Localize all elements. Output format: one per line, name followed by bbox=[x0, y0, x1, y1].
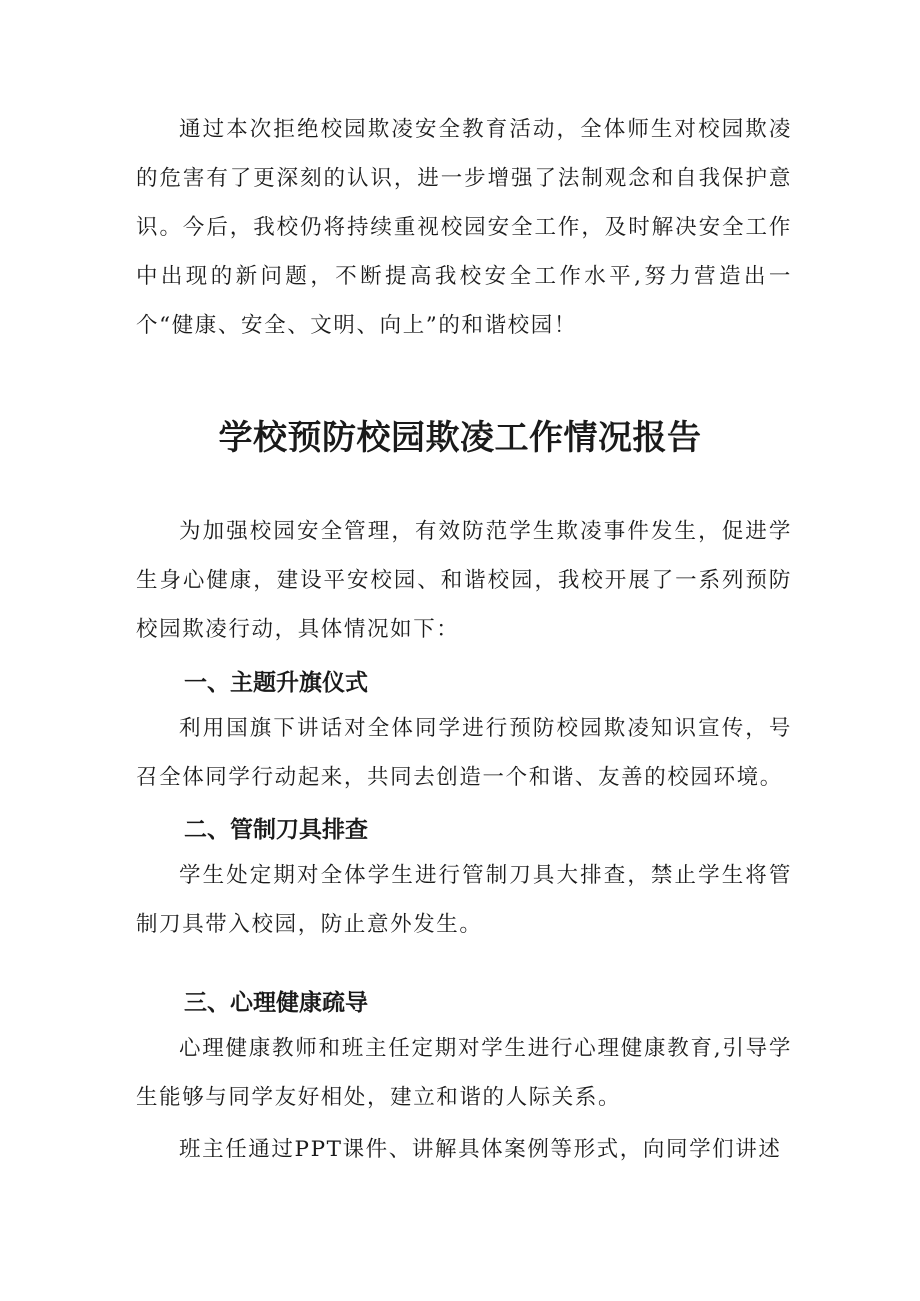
section-paragraph-mental-health: 心理健康教师和班主任定期对学生进行心理健康教育,引导学生能够与同学友好相处，建立和谐的人际关系。 bbox=[136, 1036, 792, 1110]
section-paragraph-flag-ceremony: 利用国旗下讲话对全体同学进行预防校园欺凌知识宣传，号召全体同学行动起来，共同去创造一个和谐、友善的校园环境。 bbox=[136, 716, 792, 790]
section-heading-knife-inspection: 二、管制刀具排查 bbox=[184, 817, 368, 843]
section-heading-flag-ceremony: 一、主题升旗仪式 bbox=[184, 670, 368, 696]
opening-paragraph: 为加强校园安全管理，有效防范学生欺凌事件发生，促进学生身心健康，建设平安校园、和谐校园，我校开展了一系列预防校园欺凌行动，具体情况如下： bbox=[136, 519, 792, 642]
section-heading-mental-health: 三、心理健康疏导 bbox=[184, 990, 368, 1016]
intro-paragraph: 通过本次拒绝校园欺凌安全教育活动，全体师生对校园欺凌的危害有了更深刻的认识，进一步增强了法制观念和自我保护意识。今后，我校仍将持续重视校园安全工作，及时解决安全工作中出现的新问题，不断提高我校安全工作水平,努力营造出一个“健康、安全、文明、向上”的和谐校园！ bbox=[136, 117, 792, 338]
section-paragraph-knife-inspection: 学生处定期对全体学生进行管制刀具大排查，禁止学生将管制刀具带入校园，防止意外发生。 bbox=[136, 863, 792, 937]
page-title: 学校预防校园欺凌工作情况报告 bbox=[218, 418, 702, 458]
section-paragraph-mental-health-2: 班主任通过PPT课件、讲解具体案例等形式，向同学们讲述 bbox=[179, 1137, 782, 1162]
